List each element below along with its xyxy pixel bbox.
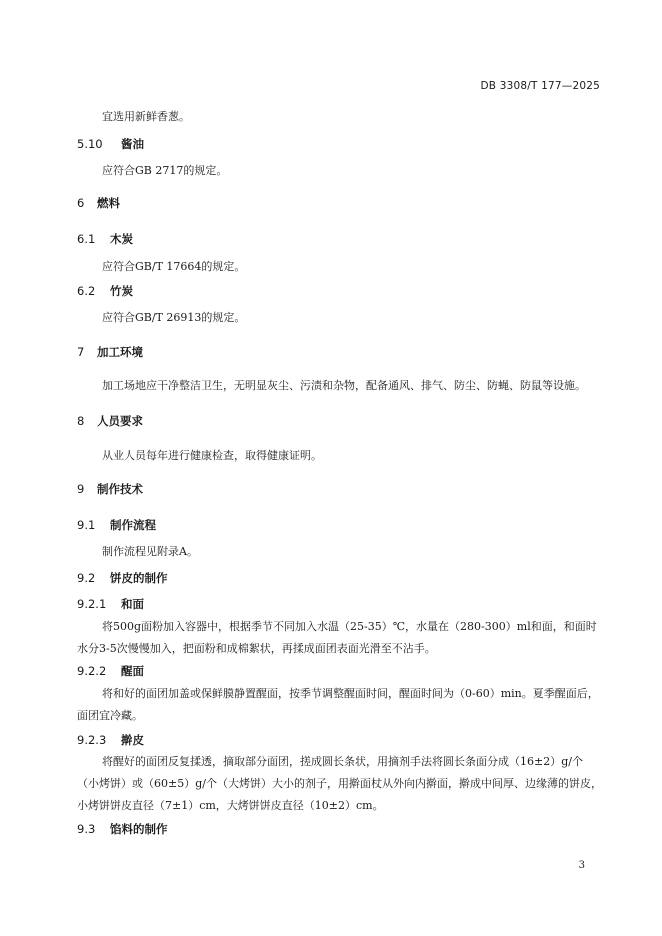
section-title: 饼皮的制作 [110, 571, 168, 585]
paragraph-soy-sauce: 应符合GB 2717的规定。 [102, 164, 228, 177]
section-number: 6.1 [77, 232, 96, 246]
section-number: 9.2.1 [77, 597, 107, 611]
section-number: 6.2 [77, 284, 96, 298]
section-number: 9.2.3 [77, 733, 107, 747]
section-title: 竹炭 [110, 284, 133, 298]
paragraph-bamboo-charcoal: 应符合GB/T 26913的规定。 [102, 311, 246, 324]
heading-9 [77, 481, 143, 497]
section-number: 9.2.2 [77, 664, 107, 678]
section-number: 9.2 [77, 571, 96, 585]
section-title: 木炭 [110, 232, 133, 246]
heading-5-10 [77, 136, 144, 152]
heading-6-1 [77, 231, 133, 247]
page-number: 3 [578, 860, 585, 871]
paragraph-rolling: 将醒好的面团反复揉透，摘取部分面团，搓成圆长条状，用摘剂手法将圆长条面分成（16±2）g/个（小烤饼）或（60±5）g/个（大烤饼）大小的剂子，用擀面杖从外向内擀面，擀成中间厚、边缘薄的饼皮，小烤饼饼皮直径（7±1）cm，大烤饼饼皮直径（10±2）cm。 [77, 755, 602, 812]
section-title: 醒面 [121, 664, 144, 678]
section-title: 制作技术 [97, 482, 143, 496]
section-number: 9.1 [77, 518, 96, 532]
paragraph-scallion: 宜选用新鲜香葱。 [102, 110, 190, 123]
section-number: 6 [77, 196, 85, 210]
heading-7 [77, 344, 143, 360]
heading-9-2 [77, 570, 168, 586]
document-header-id: DB 3308/T 177—2025 [480, 80, 600, 92]
heading-8 [77, 413, 143, 429]
section-number: 9 [77, 482, 85, 496]
section-title: 加工环境 [97, 345, 143, 359]
heading-6 [77, 195, 120, 211]
section-title: 和面 [121, 597, 144, 611]
section-title: 制作流程 [110, 518, 156, 532]
section-title: 燃料 [97, 196, 120, 210]
paragraph-mixing: 将500g面粉加入容器中，根据季节不同加入水温（25-35）℃，水量在（280-300）ml和面，和面时水分3-5次慢慢加入，把面粉和成棉絮状，再揉成面团表面光滑至不沾手。 [77, 620, 597, 655]
section-title: 馅料的制作 [110, 822, 168, 836]
section-number: 8 [77, 414, 85, 428]
section-number: 7 [77, 345, 85, 359]
heading-6-2 [77, 283, 133, 299]
section-number: 5.10 [77, 137, 103, 151]
paragraph-charcoal: 应符合GB/T 17664的规定。 [102, 260, 246, 273]
section-number: 9.3 [77, 822, 96, 836]
section-title: 酱油 [121, 137, 144, 151]
heading-9-3 [77, 821, 168, 837]
heading-9-1 [77, 517, 156, 533]
paragraph-staff: 从业人员每年进行健康检查，取得健康证明。 [102, 449, 322, 462]
heading-9-2-1 [77, 596, 144, 612]
section-title: 人员要求 [97, 414, 143, 428]
paragraph-environment: 加工场地应干净整洁卫生，无明显灰尘、污渍和杂物，配备通风、排气、防尘、防蝇、防鼠等设施。 [102, 379, 586, 392]
paragraph-flow: 制作流程见附录A。 [102, 545, 198, 558]
paragraph-resting: 将和好的面团加盖或保鲜膜静置醒面，按季节调整醒面时间，醒面时间为（0-60）min。夏季醒面后，面团宜冷藏。 [77, 687, 599, 722]
heading-9-2-2 [77, 663, 144, 679]
section-title: 擀皮 [121, 733, 144, 747]
heading-9-2-3 [77, 732, 144, 748]
